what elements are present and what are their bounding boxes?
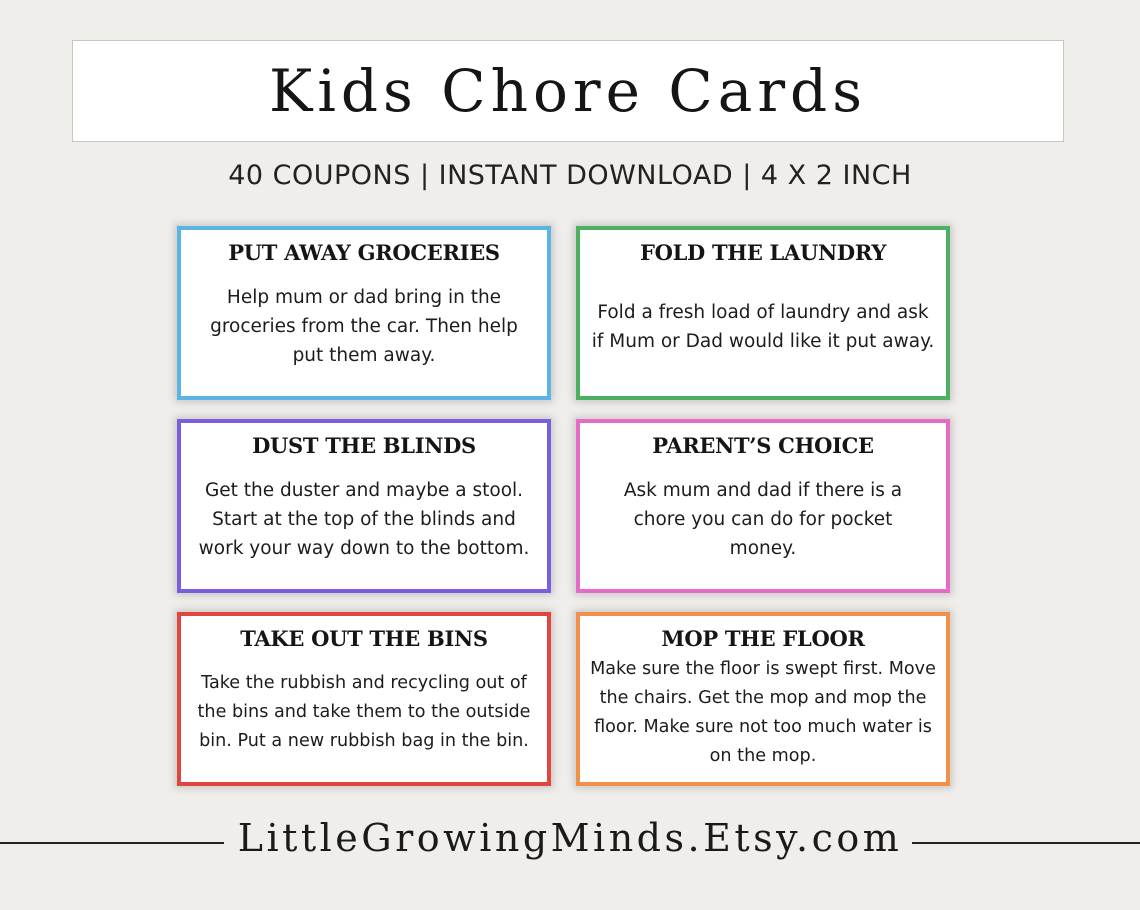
- title-banner: [72, 40, 1064, 142]
- card-title: DUST THE BLINDS: [252, 433, 476, 458]
- shop-url: LittleGrowingMinds.Etsy.com: [237, 816, 903, 860]
- card-description: Help mum or dad bring in the groceries from the car. Then help put them away.: [210, 287, 518, 366]
- card-title: MOP THE FLOOR: [661, 626, 865, 651]
- card-title: FOLD THE LAUNDRY: [639, 240, 887, 265]
- chore-card-parents-choice: [576, 419, 950, 593]
- chore-card-fold-the-laundry: [576, 226, 950, 400]
- card-title: PUT AWAY GROCERIES: [228, 240, 500, 265]
- card-description: Get the duster and maybe a stool. Start at the top of the blinds and work your way down to the bottom.: [198, 480, 530, 559]
- page-title: Kids Chore Cards: [269, 57, 867, 125]
- card-description: Fold a fresh load of laundry and ask if Mum or Dad would like it put away.: [591, 301, 935, 352]
- card-title: PARENT’S CHOICE: [652, 433, 874, 458]
- card-description: Make sure the floor is swept first. Move the chairs. Get the mop and mop the floor. Make sure not too much water is on the mop.: [590, 658, 936, 766]
- card-title: TAKE OUT THE BINS: [240, 626, 488, 651]
- chore-card-take-out-the-bins: [177, 612, 551, 786]
- card-description: Take the rubbish and recycling out of the bins and take them to the outside bin. Put a new rubbish bag in the bin.: [197, 673, 531, 751]
- chore-card-put-away-groceries: [177, 226, 551, 400]
- card-description: Ask mum and dad if there is a chore you can do for pocket money.: [623, 480, 903, 559]
- chore-card-dust-the-blinds: [177, 419, 551, 593]
- product-subtitle: 40 COUPONS | INSTANT DOWNLOAD | 4 X 2 INCH: [228, 160, 912, 191]
- chore-card-mop-the-floor: [576, 612, 950, 786]
- footer-divider-right: [912, 842, 1140, 844]
